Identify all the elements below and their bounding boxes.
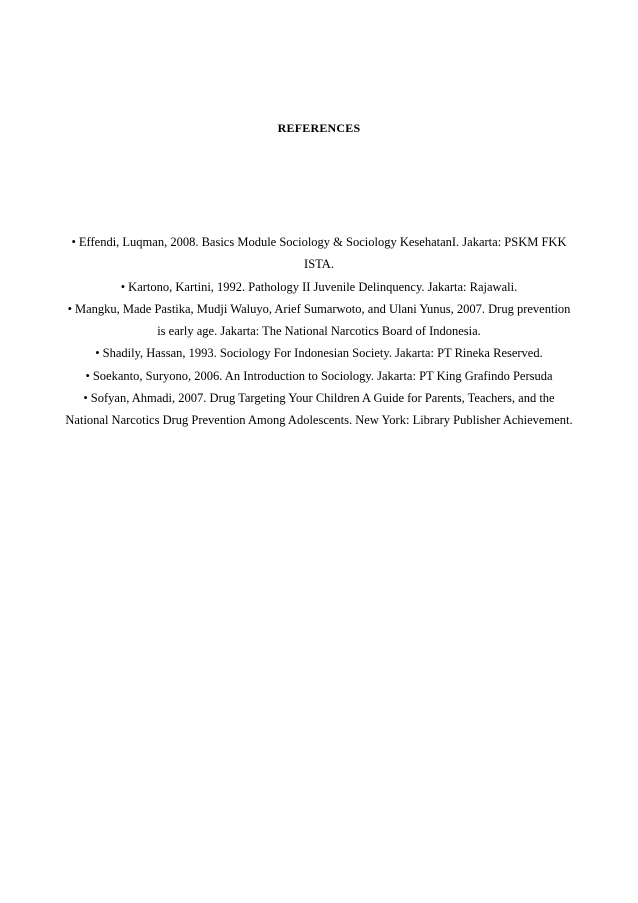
reference-text: Effendi, Luqman, 2008. Basics Module Sociology & Sociology KesehatanI. Jakarta: PSKM FKK ISTA. — [78, 235, 567, 272]
reference-item-soekanto — [62, 365, 576, 387]
bullet-icon: • — [95, 346, 100, 361]
reference-text: Soekanto, Suryono, 2006. An Introduction to Sociology. Jakarta: PT King Grafindo Persuda — [92, 368, 553, 383]
reference-item-sofyan — [62, 387, 576, 432]
bullet-icon: • — [85, 368, 90, 383]
reference-text: Mangku, Made Pastika, Mudji Waluyo, Arief Sumarwoto, and Ulani Yunus, 2007. Drug prevention is early age. Jakarta: The National Narcotics Board of Indonesia. — [74, 301, 571, 339]
references-list — [62, 231, 576, 432]
reference-text: Sofyan, Ahmadi, 2007. Drug Targeting Your Children A Guide for Parents, Teachers, and the National Narcotics Drug Prevention Among Adolescents. New York: Library Publisher Achievement. — [65, 391, 573, 428]
reference-item-mangku — [62, 298, 576, 343]
bullet-icon: • — [83, 391, 88, 406]
reference-text: Shadily, Hassan, 1993. Sociology For Indonesian Society. Jakarta: PT Rineka Reserved. — [102, 346, 543, 361]
reference-item-kartono — [62, 276, 576, 298]
bullet-icon: • — [67, 301, 72, 316]
reference-item-shadily — [62, 342, 576, 364]
reference-item-effendi — [62, 231, 576, 276]
bullet-icon: • — [120, 279, 126, 294]
reference-text: Kartono, Kartini, 1992. Pathology II Juvenile Delinquency. Jakarta: Rajawali. — [128, 279, 518, 294]
bullet-icon: • — [71, 235, 76, 249]
references-heading: REFERENCES — [277, 121, 361, 135]
